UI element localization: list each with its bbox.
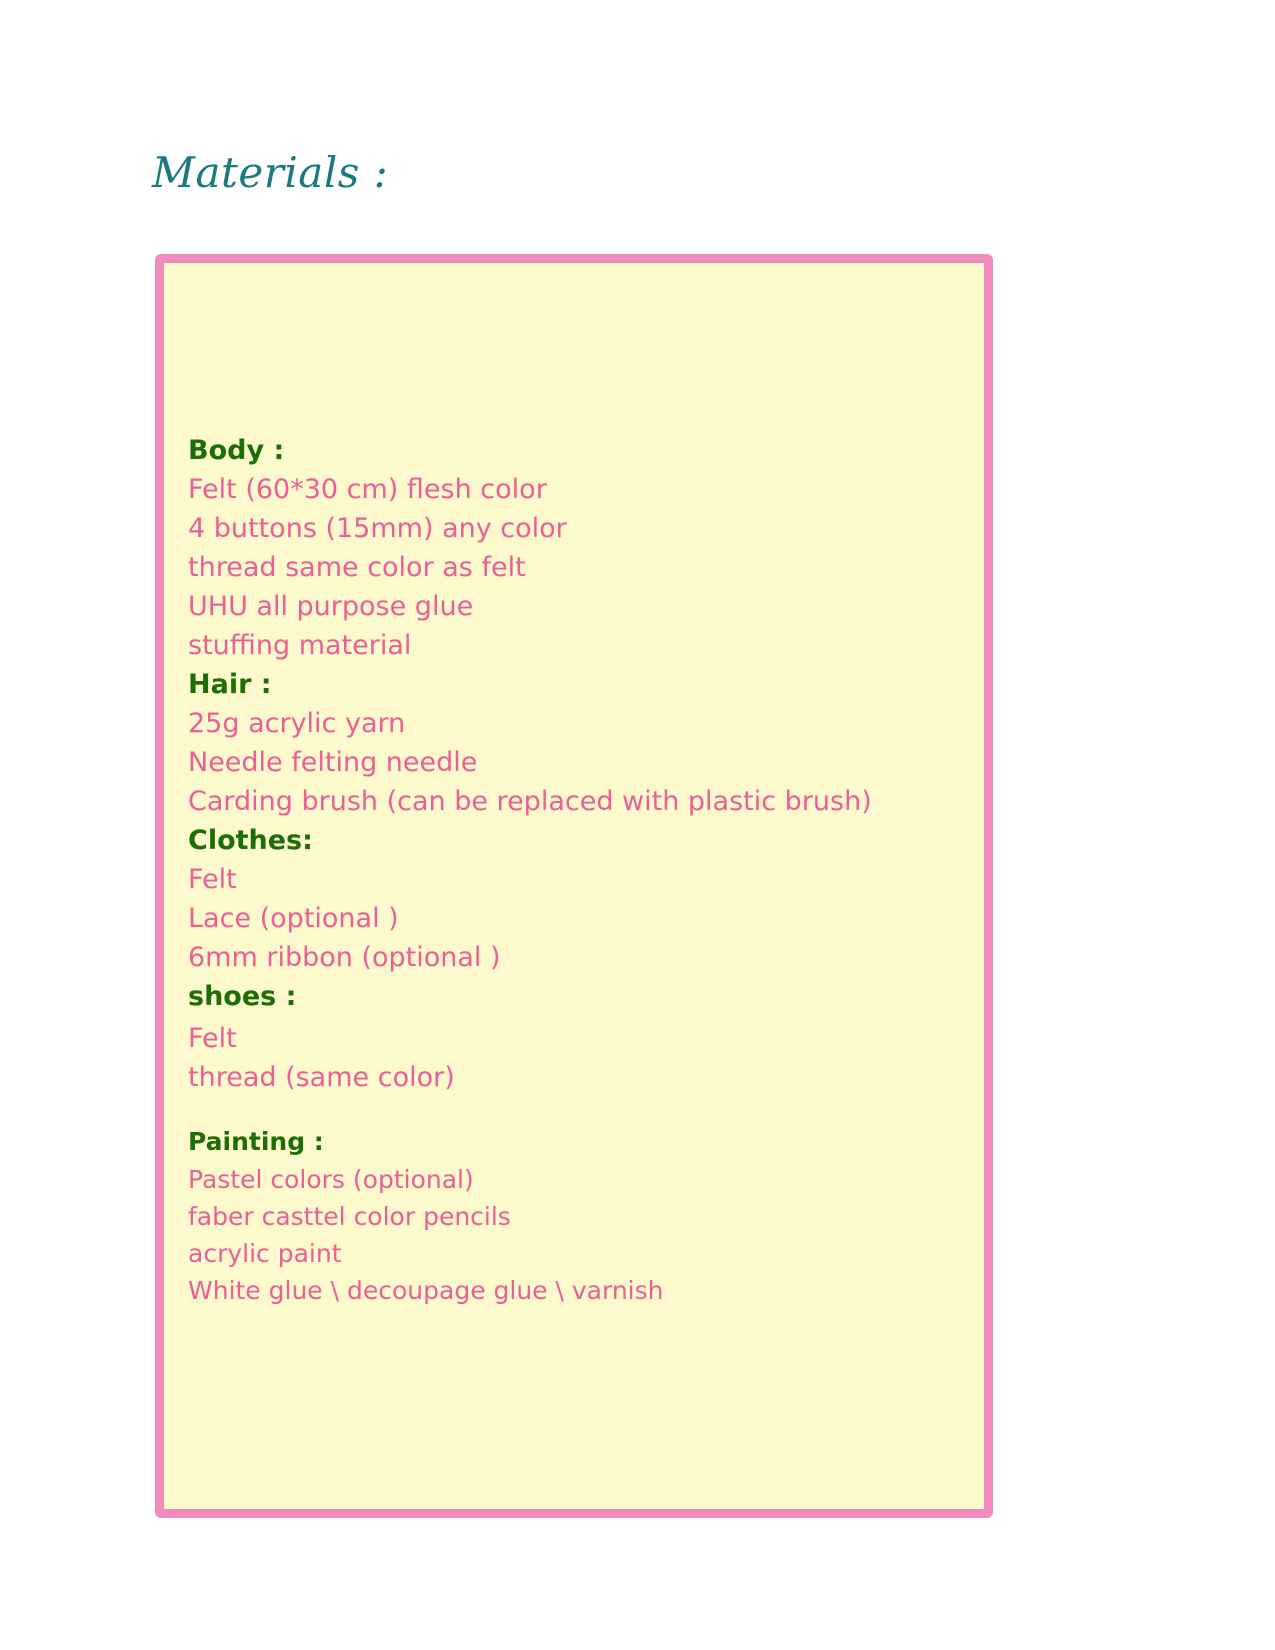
- list-item: 25g acrylic yarn: [188, 708, 406, 739]
- section-heading-hair: Hair :: [188, 669, 272, 700]
- list-item: stuffing material: [188, 630, 412, 661]
- list-item: Needle felting needle: [188, 747, 478, 778]
- list-item: UHU all purpose glue: [188, 591, 474, 622]
- section-heading-body: Body :: [188, 435, 285, 466]
- list-item: thread same color as felt: [188, 552, 526, 583]
- list-item: 4 buttons (15mm) any color: [188, 513, 567, 544]
- list-item: 6mm ribbon (optional ): [188, 942, 501, 973]
- page-title: Materials :: [152, 148, 389, 197]
- section-heading-painting: Painting :: [188, 1127, 324, 1156]
- list-item: thread (same color): [188, 1062, 455, 1093]
- list-item: Carding brush (can be replaced with plastic brush): [188, 786, 872, 817]
- list-item: White glue \ decoupage glue \ varnish: [188, 1276, 664, 1305]
- list-item: faber casttel color pencils: [188, 1202, 511, 1231]
- section-heading-shoes: shoes :: [188, 981, 297, 1012]
- list-item: Lace (optional ): [188, 903, 399, 934]
- list-item: acrylic paint: [188, 1239, 342, 1268]
- list-item: Felt: [188, 864, 237, 895]
- list-item: Felt: [188, 1023, 237, 1054]
- list-item: Felt (60*30 cm) flesh color: [188, 474, 547, 505]
- list-item: Pastel colors (optional): [188, 1165, 474, 1194]
- section-heading-clothes: Clothes:: [188, 825, 313, 856]
